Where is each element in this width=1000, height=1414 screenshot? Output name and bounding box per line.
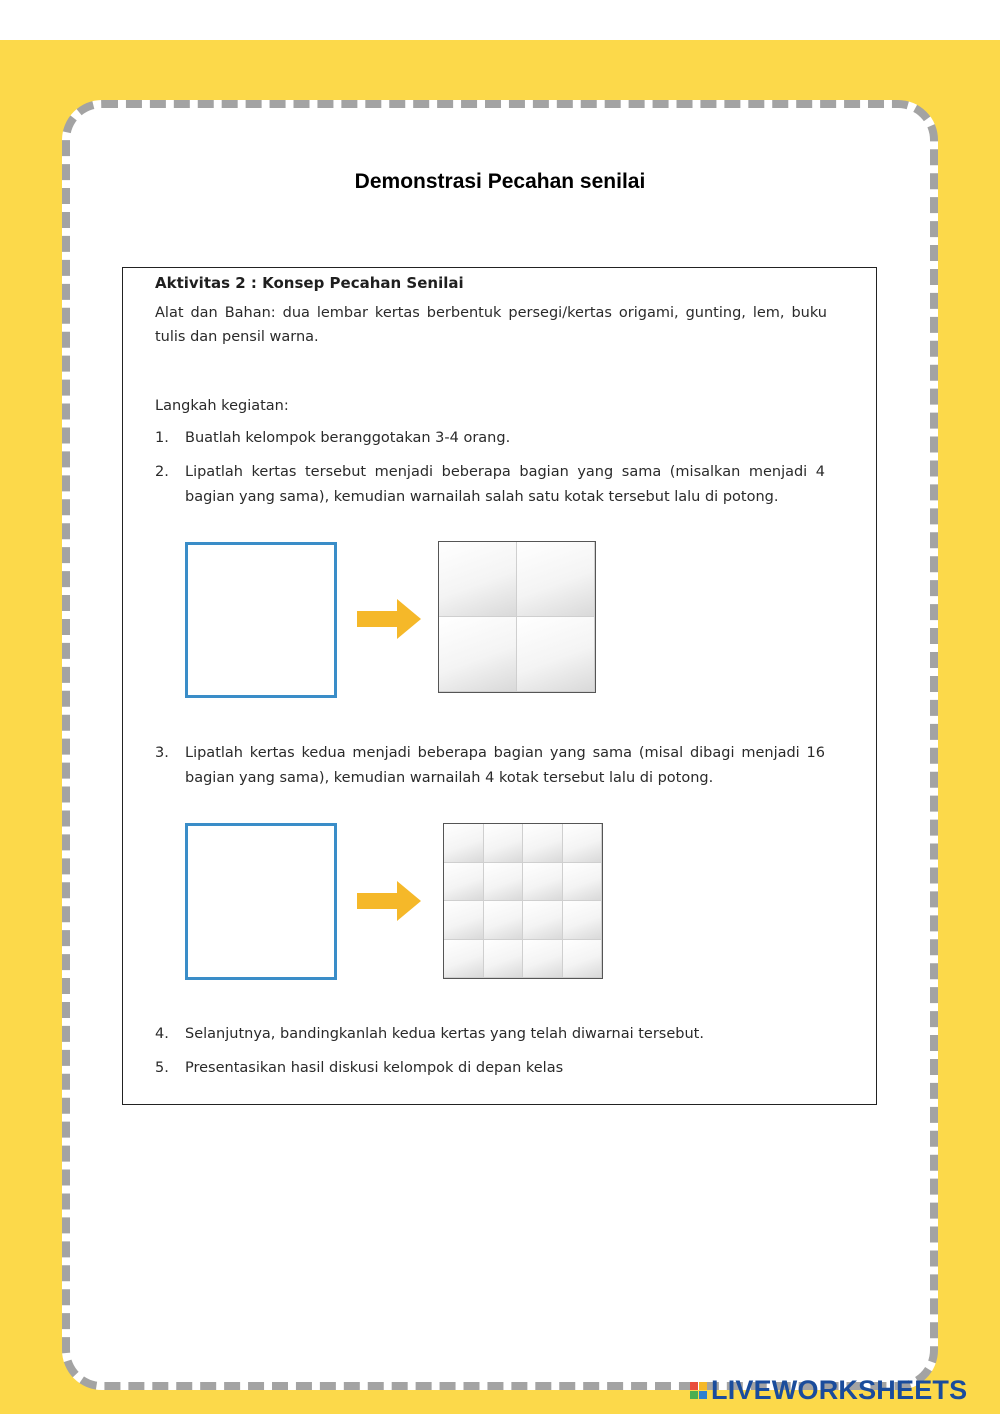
fold-cell <box>439 617 517 692</box>
step-number: 4. <box>155 1026 169 1042</box>
fold-cell <box>439 542 517 617</box>
fold-cell <box>517 617 595 692</box>
fold-cell <box>444 863 484 902</box>
step-text: Lipatlah kertas kedua menjadi beberapa bagian yang sama (misal dibagi menjadi 16 bagian yang sama), kemudian warnailah 4 kotak tersebut lalu di potong. <box>185 745 825 786</box>
step-text: Presentasikan hasil diskusi kelompok di depan kelas <box>185 1060 564 1076</box>
fold-cell <box>517 542 595 617</box>
fold-cell <box>444 824 484 863</box>
fold-cell <box>484 940 524 979</box>
fold-cell <box>484 824 524 863</box>
liveworksheets-logo-icon <box>690 1382 707 1399</box>
fold-cell <box>484 863 524 902</box>
arrow-right-icon <box>357 599 421 639</box>
step-number: 2. <box>155 464 169 480</box>
blank-square-1 <box>185 542 337 698</box>
activity-box <box>122 267 877 1105</box>
fold-cell <box>563 940 603 979</box>
fold-cell <box>563 901 603 940</box>
fold-cell <box>444 901 484 940</box>
step-number: 5. <box>155 1060 169 1076</box>
materials-text: Alat dan Bahan: dua lembar kertas berbentuk persegi/kertas origami, gunting, lem, buku tulis dan pensil warna. <box>155 305 827 345</box>
step-number: 3. <box>155 745 169 761</box>
fold-cell <box>444 940 484 979</box>
liveworksheets-logo[interactable] <box>690 1375 967 1405</box>
activity-heading: Aktivitas 2 : Konsep Pecahan Senilai <box>155 274 464 292</box>
step-text: Lipatlah kertas tersebut menjadi beberapa bagian yang sama (misalkan menjadi 4 bagian yang sama), kemudian warnailah salah satu kotak tersebut lalu di potong. <box>185 464 825 505</box>
page-title: Demonstrasi Pecahan senilai <box>354 170 646 193</box>
fold-cell <box>523 824 563 863</box>
fold-cell <box>563 863 603 902</box>
step-text: Buatlah kelompok beranggotakan 3-4 orang. <box>185 430 511 446</box>
brand-name: LIVEWORKSHEETS <box>711 1374 968 1405</box>
step-number: 1. <box>155 430 169 446</box>
folded-paper-4-parts <box>438 541 596 693</box>
fold-cell <box>523 901 563 940</box>
fold-cell <box>523 940 563 979</box>
steps-label: Langkah kegiatan: <box>155 398 289 414</box>
fold-cell <box>484 901 524 940</box>
fold-cell <box>523 863 563 902</box>
fold-cell <box>563 824 603 863</box>
arrow-right-icon <box>357 881 421 921</box>
blank-square-2 <box>185 823 337 980</box>
step-text: Selanjutnya, bandingkanlah kedua kertas yang telah diwarnai tersebut. <box>185 1026 704 1042</box>
folded-paper-16-parts <box>443 823 603 979</box>
